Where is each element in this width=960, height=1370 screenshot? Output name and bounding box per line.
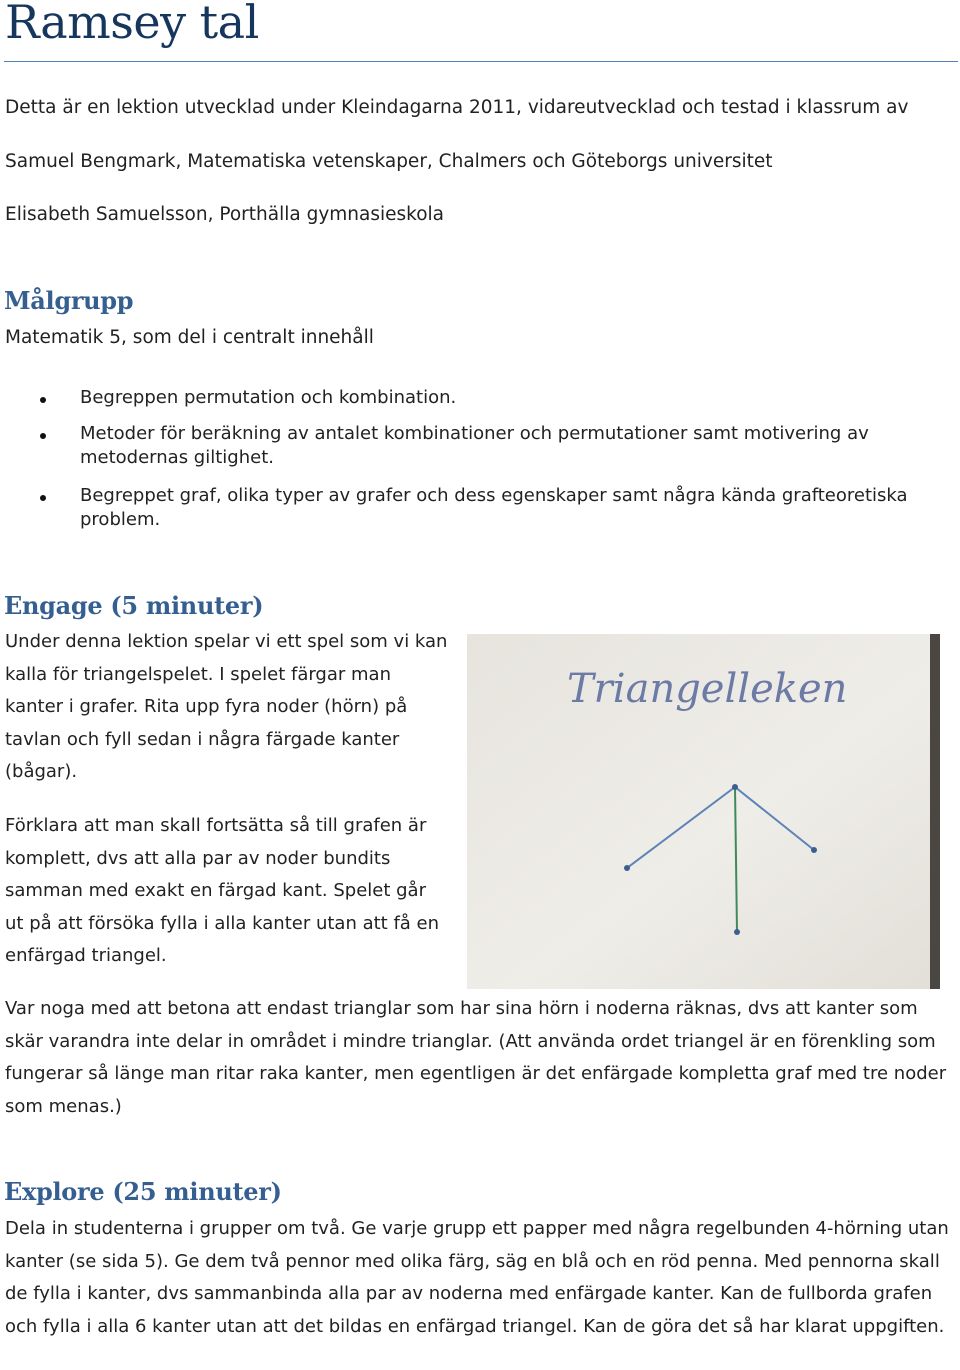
intro-line-2: Samuel Bengmark, Matematiska vetenskaper, Chalmers och Göteborgs universitet bbox=[5, 151, 773, 172]
heading-explore: Explore (25 minuter) bbox=[4, 1177, 282, 1206]
bullet-dot-icon bbox=[40, 433, 46, 439]
graph-node bbox=[732, 784, 738, 790]
engage-paragraph-3: Var noga med att betona att endast trianglar som har sina hörn i noderna räknas, dvs att kanter som skär varandra inte delar in området i mindre trianglar. (Att använda ordet triangel är en förenkling som fungerar så länge man ritar raka kanter, men egentligen är det enfärgade kompletta graf med tre noder som menas.) bbox=[5, 998, 947, 1117]
graph-node bbox=[734, 929, 740, 935]
malgrupp-subtitle: Matematik 5, som del i centralt innehåll bbox=[5, 327, 374, 348]
intro-line-3: Elisabeth Samuelsson, Porthälla gymnasieskola bbox=[5, 204, 445, 225]
list-item-text: Begreppen permutation och kombination. bbox=[80, 387, 457, 408]
list-item-text: Begreppet graf, olika typer av grafer och dess egenskaper samt några kända grafteoretiska problem. bbox=[80, 485, 908, 530]
engage-paragraph-2: Förklara att man skall fortsätta så till grafen är komplett, dvs att alla par av noder bundits samman med exakt en färgad kant. Spelet går ut på att försöka fylla i alla kanter utan att få en enfärgad triangel. bbox=[5, 815, 440, 966]
list-item-text: Metoder för beräkning av antalet kombinationer och permutationer samt motivering av metodernas giltighet. bbox=[80, 423, 869, 468]
explore-paragraph: Dela in studenterna i grupper om två. Ge varje grupp ett papper med några regelbunden 4-hörning utan kanter (se sida 5). Ge dem två pennor med olika färg, säg en blå och en röd penna. Med pennorna skall de fylla i kanter, dvs sammanbinda alla par av noderna med enfärgade kanter. Kan de fullborda grafen och fylla i alla 6 kanter utan att det bildas en enfärgad triangel. Kan de göra det så har klarat uppgiften. bbox=[5, 1218, 949, 1337]
intro-line-1: Detta är en lektion utvecklad under Kleindagarna 2011, vidareutvecklad och testad i klassrum av bbox=[5, 97, 909, 118]
engage-paragraph-1: Under denna lektion spelar vi ett spel som vi kan kalla för triangelspelet. I spelet färgar man kanter i grafer. Rita upp fyra noder (hörn) på tavlan och fyll sedan i några färgade kanter (bågar). bbox=[5, 631, 448, 782]
heading-engage: Engage (5 minuter) bbox=[4, 591, 264, 620]
graph-node bbox=[811, 847, 817, 853]
bullet-dot-icon bbox=[40, 397, 46, 403]
whiteboard-handwriting: Triangelleken bbox=[567, 666, 848, 712]
graph-node bbox=[624, 865, 630, 871]
bullet-dot-icon bbox=[40, 495, 46, 501]
document-title: Ramsey tal bbox=[5, 0, 259, 49]
whiteboard-frame-edge bbox=[930, 634, 940, 989]
heading-malgrupp: Målgrupp bbox=[4, 286, 134, 315]
title-underline bbox=[4, 61, 958, 62]
whiteboard-photo bbox=[467, 634, 940, 989]
